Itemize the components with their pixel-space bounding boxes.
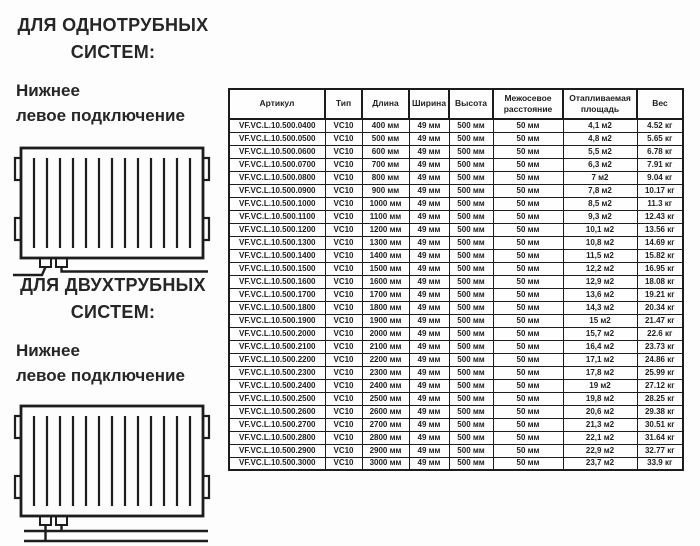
table-cell: 24.86 кг	[637, 353, 683, 366]
column-header: Вес	[637, 89, 683, 119]
table-cell: 400 мм	[362, 119, 409, 132]
table-cell: 1000 мм	[362, 197, 409, 210]
table-cell: 50 мм	[493, 327, 563, 340]
table-cell: VC10	[325, 340, 362, 353]
table-cell: 12.43 кг	[637, 210, 683, 223]
table-cell: 50 мм	[493, 145, 563, 158]
table-cell: 19.21 кг	[637, 288, 683, 301]
table-cell: VF.VC.L.10.500.1400	[229, 249, 325, 262]
table-cell: 50 мм	[493, 353, 563, 366]
table-cell: 49 мм	[409, 392, 449, 405]
title-line: СИСТЕМ:	[70, 302, 156, 322]
column-header: Тип	[325, 89, 362, 119]
table-cell: 2400 мм	[362, 379, 409, 392]
table-cell: 15.82 кг	[637, 249, 683, 262]
table-cell: 10.17 кг	[637, 184, 683, 197]
spec-table-header	[229, 89, 683, 119]
table-cell: 500 мм	[449, 262, 493, 275]
table-cell: 50 мм	[493, 444, 563, 457]
table-cell: 49 мм	[409, 145, 449, 158]
table-cell: 500 мм	[449, 418, 493, 431]
table-cell: 500 мм	[449, 353, 493, 366]
table-cell: 2000 мм	[362, 327, 409, 340]
table-cell: 1200 мм	[362, 223, 409, 236]
table-cell: 500 мм	[449, 431, 493, 444]
table-cell: 3000 мм	[362, 457, 409, 470]
table-cell: VC10	[325, 184, 362, 197]
table-row	[229, 223, 683, 236]
table-cell: 49 мм	[409, 171, 449, 184]
table-cell: 49 мм	[409, 223, 449, 236]
table-cell: 20.34 кг	[637, 301, 683, 314]
table-row	[229, 132, 683, 145]
table-cell: 49 мм	[409, 379, 449, 392]
table-cell: 500 мм	[449, 392, 493, 405]
table-cell: 2100 мм	[362, 340, 409, 353]
table-row	[229, 392, 683, 405]
table-cell: VF.VC.L.10.500.2100	[229, 340, 325, 353]
table-cell: 49 мм	[409, 366, 449, 379]
table-cell: VF.VC.L.10.500.1500	[229, 262, 325, 275]
table-cell: VC10	[325, 314, 362, 327]
table-cell: 33.9 кг	[637, 457, 683, 470]
table-cell: 600 мм	[362, 145, 409, 158]
table-cell: 49 мм	[409, 262, 449, 275]
table-row	[229, 119, 683, 132]
table-cell: 49 мм	[409, 444, 449, 457]
table-cell: 500 мм	[449, 444, 493, 457]
table-cell: 7.91 кг	[637, 158, 683, 171]
table-cell: VF.VC.L.10.500.2000	[229, 327, 325, 340]
table-row	[229, 340, 683, 353]
table-cell: 50 мм	[493, 158, 563, 171]
table-cell: VC10	[325, 418, 362, 431]
table-cell: 6,3 м2	[563, 158, 637, 171]
table-cell: 50 мм	[493, 418, 563, 431]
table-cell: 49 мм	[409, 301, 449, 314]
table-cell: 4,8 м2	[563, 132, 637, 145]
table-cell: 4.52 кг	[637, 119, 683, 132]
table-cell: 1600 мм	[362, 275, 409, 288]
table-cell: 2500 мм	[362, 392, 409, 405]
table-cell: VC10	[325, 210, 362, 223]
table-cell: 1700 мм	[362, 288, 409, 301]
table-cell: 500 мм	[449, 119, 493, 132]
table-row	[229, 249, 683, 262]
table-cell: 5.65 кг	[637, 132, 683, 145]
table-cell: VC10	[325, 444, 362, 457]
table-cell: 1100 мм	[362, 210, 409, 223]
table-cell: 7,8 м2	[563, 184, 637, 197]
table-cell: 13,6 м2	[563, 288, 637, 301]
table-cell: 500 мм	[449, 340, 493, 353]
table-cell: VF.VC.L.10.500.1000	[229, 197, 325, 210]
table-cell: 50 мм	[493, 392, 563, 405]
table-cell: 14.69 кг	[637, 236, 683, 249]
table-cell: 9.04 кг	[637, 171, 683, 184]
table-cell: VC10	[325, 158, 362, 171]
section-one-pipe	[8, 12, 218, 280]
radiator-diagram-two-pipe-icon	[12, 394, 217, 546]
column-header: Ширина	[409, 89, 449, 119]
table-cell: 49 мм	[409, 158, 449, 171]
table-cell: 49 мм	[409, 210, 449, 223]
table-cell: 27.12 кг	[637, 379, 683, 392]
table-cell: 50 мм	[493, 457, 563, 470]
table-cell: 50 мм	[493, 314, 563, 327]
table-cell: 900 мм	[362, 184, 409, 197]
table-cell: 16,4 м2	[563, 340, 637, 353]
table-cell: 50 мм	[493, 405, 563, 418]
table-cell: 2700 мм	[362, 418, 409, 431]
table-cell: 500 мм	[449, 184, 493, 197]
table-row	[229, 197, 683, 210]
table-cell: 49 мм	[409, 119, 449, 132]
table-row	[229, 444, 683, 457]
table-cell: 500 мм	[449, 379, 493, 392]
table-cell: 1400 мм	[362, 249, 409, 262]
table-row	[229, 301, 683, 314]
table-cell: 49 мм	[409, 314, 449, 327]
table-cell: 49 мм	[409, 418, 449, 431]
column-header: Длина	[362, 89, 409, 119]
table-cell: VC10	[325, 132, 362, 145]
table-cell: 50 мм	[493, 275, 563, 288]
table-cell: 21.47 кг	[637, 314, 683, 327]
table-row	[229, 275, 683, 288]
table-cell: 49 мм	[409, 405, 449, 418]
table-row	[229, 379, 683, 392]
table-cell: 16.95 кг	[637, 262, 683, 275]
table-cell: 23,7 м2	[563, 457, 637, 470]
table-cell: VF.VC.L.10.500.0800	[229, 171, 325, 184]
table-row	[229, 353, 683, 366]
table-cell: 49 мм	[409, 288, 449, 301]
table-cell: 50 мм	[493, 171, 563, 184]
table-cell: 50 мм	[493, 288, 563, 301]
table-cell: 50 мм	[493, 340, 563, 353]
table-cell: VC10	[325, 119, 362, 132]
table-cell: 49 мм	[409, 353, 449, 366]
table-cell: 28.25 кг	[637, 392, 683, 405]
table-cell: VC10	[325, 262, 362, 275]
table-cell: 2600 мм	[362, 405, 409, 418]
table-cell: 2900 мм	[362, 444, 409, 457]
table-cell: 21,3 м2	[563, 418, 637, 431]
table-cell: VF.VC.L.10.500.2500	[229, 392, 325, 405]
table-row	[229, 288, 683, 301]
table-cell: VF.VC.L.10.500.2200	[229, 353, 325, 366]
table-cell: VC10	[325, 379, 362, 392]
table-cell: 500 мм	[449, 132, 493, 145]
table-cell: VF.VC.L.10.500.3000	[229, 457, 325, 470]
table-cell: 17,1 м2	[563, 353, 637, 366]
table-cell: VC10	[325, 145, 362, 158]
section-subtitle-one-pipe	[8, 79, 218, 128]
title-line: СИСТЕМ:	[70, 42, 156, 62]
table-cell: 49 мм	[409, 431, 449, 444]
table-cell: 14,3 м2	[563, 301, 637, 314]
table-cell: VC10	[325, 301, 362, 314]
table-cell: 1300 мм	[362, 236, 409, 249]
table-row	[229, 314, 683, 327]
table-cell: 2800 мм	[362, 431, 409, 444]
table-cell: 2300 мм	[362, 366, 409, 379]
table-cell: 29.38 кг	[637, 405, 683, 418]
table-cell: 50 мм	[493, 197, 563, 210]
table-cell: 500 мм	[362, 132, 409, 145]
table-cell: VF.VC.L.10.500.2800	[229, 431, 325, 444]
table-cell: VC10	[325, 431, 362, 444]
table-cell: 500 мм	[449, 197, 493, 210]
section-title-one-pipe	[8, 12, 218, 66]
table-cell: 8,5 м2	[563, 197, 637, 210]
table-cell: 500 мм	[449, 366, 493, 379]
table-cell: 22,1 м2	[563, 431, 637, 444]
table-cell: VC10	[325, 275, 362, 288]
spec-table	[228, 88, 684, 471]
table-cell: 49 мм	[409, 236, 449, 249]
table-row	[229, 457, 683, 470]
subtitle-line: левое подключение	[16, 105, 185, 125]
table-row	[229, 405, 683, 418]
table-cell: 10,8 м2	[563, 236, 637, 249]
table-row	[229, 210, 683, 223]
table-cell: 30.51 кг	[637, 418, 683, 431]
table-cell: 19,8 м2	[563, 392, 637, 405]
table-cell: VF.VC.L.10.500.1600	[229, 275, 325, 288]
table-cell: VC10	[325, 405, 362, 418]
title-line: ДЛЯ ДВУХТРУБНЫХ	[20, 275, 206, 295]
table-cell: 2200 мм	[362, 353, 409, 366]
table-cell: VF.VC.L.10.500.0600	[229, 145, 325, 158]
table-cell: VF.VC.L.10.500.2300	[229, 366, 325, 379]
table-cell: 22.6 кг	[637, 327, 683, 340]
table-cell: 500 мм	[449, 145, 493, 158]
table-cell: 49 мм	[409, 340, 449, 353]
table-cell: 500 мм	[449, 405, 493, 418]
table-row	[229, 262, 683, 275]
table-cell: 500 мм	[449, 223, 493, 236]
table-cell: VF.VC.L.10.500.1300	[229, 236, 325, 249]
table-cell: VF.VC.L.10.500.0700	[229, 158, 325, 171]
table-cell: 20,6 м2	[563, 405, 637, 418]
title-line: ДЛЯ ОДНОТРУБНЫХ	[17, 15, 209, 35]
table-cell: 19 м2	[563, 379, 637, 392]
table-cell: VC10	[325, 353, 362, 366]
table-row	[229, 366, 683, 379]
table-cell: 500 мм	[449, 457, 493, 470]
table-cell: VC10	[325, 197, 362, 210]
table-cell: VF.VC.L.10.500.0900	[229, 184, 325, 197]
table-cell: VF.VC.L.10.500.1700	[229, 288, 325, 301]
table-cell: VC10	[325, 327, 362, 340]
table-cell: VC10	[325, 236, 362, 249]
table-cell: 500 мм	[449, 275, 493, 288]
table-cell: 49 мм	[409, 197, 449, 210]
table-cell: VC10	[325, 171, 362, 184]
table-cell: 9,3 м2	[563, 210, 637, 223]
column-header: Высота	[449, 89, 493, 119]
column-header: Отапливаемая площадь	[563, 89, 637, 119]
table-cell: VC10	[325, 366, 362, 379]
table-cell: 12,2 м2	[563, 262, 637, 275]
table-cell: 6.78 кг	[637, 145, 683, 158]
column-header: Межосевое расстояние	[493, 89, 563, 119]
table-cell: 50 мм	[493, 132, 563, 145]
table-cell: VC10	[325, 457, 362, 470]
table-cell: 500 мм	[449, 327, 493, 340]
table-row	[229, 431, 683, 444]
table-cell: VF.VC.L.10.500.2700	[229, 418, 325, 431]
table-cell: 49 мм	[409, 327, 449, 340]
table-cell: 50 мм	[493, 236, 563, 249]
table-cell: 50 мм	[493, 301, 563, 314]
table-cell: 1900 мм	[362, 314, 409, 327]
table-cell: VF.VC.L.10.500.0500	[229, 132, 325, 145]
table-cell: 17,8 м2	[563, 366, 637, 379]
table-cell: 50 мм	[493, 249, 563, 262]
table-cell: 50 мм	[493, 184, 563, 197]
table-cell: VC10	[325, 249, 362, 262]
subtitle-line: левое подключение	[16, 365, 185, 385]
table-cell: VC10	[325, 288, 362, 301]
table-cell: 1800 мм	[362, 301, 409, 314]
table-cell: 700 мм	[362, 158, 409, 171]
table-cell: 10,1 м2	[563, 223, 637, 236]
table-cell: VC10	[325, 223, 362, 236]
table-cell: 31.64 кг	[637, 431, 683, 444]
table-cell: 11.3 кг	[637, 197, 683, 210]
table-cell: 500 мм	[449, 301, 493, 314]
table-cell: VF.VC.L.10.500.1200	[229, 223, 325, 236]
table-row	[229, 418, 683, 431]
table-cell: 25.99 кг	[637, 366, 683, 379]
table-cell: 49 мм	[409, 275, 449, 288]
table-cell: 50 мм	[493, 262, 563, 275]
table-row	[229, 236, 683, 249]
table-cell: 18.08 кг	[637, 275, 683, 288]
table-cell: 23.73 кг	[637, 340, 683, 353]
table-cell: 50 мм	[493, 366, 563, 379]
table-cell: VF.VC.L.10.500.2900	[229, 444, 325, 457]
table-cell: 13.56 кг	[637, 223, 683, 236]
table-cell: VF.VC.L.10.500.1100	[229, 210, 325, 223]
subtitle-line: Нижнее	[16, 81, 80, 100]
table-cell: 49 мм	[409, 457, 449, 470]
table-cell: 50 мм	[493, 223, 563, 236]
table-cell: 50 мм	[493, 210, 563, 223]
spec-table-body	[229, 119, 683, 470]
column-header: Артикул	[229, 89, 325, 119]
table-cell: 49 мм	[409, 132, 449, 145]
table-cell: 500 мм	[449, 249, 493, 262]
table-cell: 11,5 м2	[563, 249, 637, 262]
subtitle-line: Нижнее	[16, 341, 80, 360]
table-cell: 500 мм	[449, 158, 493, 171]
table-row	[229, 184, 683, 197]
table-cell: 50 мм	[493, 119, 563, 132]
section-subtitle-two-pipe	[8, 339, 218, 388]
table-cell: 4,1 м2	[563, 119, 637, 132]
table-cell: 15,7 м2	[563, 327, 637, 340]
table-cell: 7 м2	[563, 171, 637, 184]
table-cell: 50 мм	[493, 379, 563, 392]
table-cell: 50 мм	[493, 431, 563, 444]
table-cell: 500 мм	[449, 210, 493, 223]
table-row	[229, 171, 683, 184]
table-cell: 32.77 кг	[637, 444, 683, 457]
section-title-two-pipe	[8, 272, 218, 326]
table-cell: 49 мм	[409, 249, 449, 262]
table-cell: 15 м2	[563, 314, 637, 327]
table-cell: VF.VC.L.10.500.1800	[229, 301, 325, 314]
table-cell: 5,5 м2	[563, 145, 637, 158]
table-cell: VF.VC.L.10.500.1900	[229, 314, 325, 327]
table-cell: 800 мм	[362, 171, 409, 184]
table-cell: VF.VC.L.10.500.2400	[229, 379, 325, 392]
table-cell: 49 мм	[409, 184, 449, 197]
table-cell: VF.VC.L.10.500.0400	[229, 119, 325, 132]
table-row	[229, 145, 683, 158]
table-cell: VC10	[325, 392, 362, 405]
table-cell: 500 мм	[449, 314, 493, 327]
table-cell: 500 мм	[449, 171, 493, 184]
table-cell: 1500 мм	[362, 262, 409, 275]
section-two-pipe	[8, 272, 218, 546]
table-cell: 12,9 м2	[563, 275, 637, 288]
table-cell: VF.VC.L.10.500.2600	[229, 405, 325, 418]
table-row	[229, 158, 683, 171]
table-cell: 500 мм	[449, 236, 493, 249]
table-cell: 500 мм	[449, 288, 493, 301]
table-cell: 22,9 м2	[563, 444, 637, 457]
table-row	[229, 327, 683, 340]
radiator-diagram-one-pipe-icon	[12, 136, 217, 280]
